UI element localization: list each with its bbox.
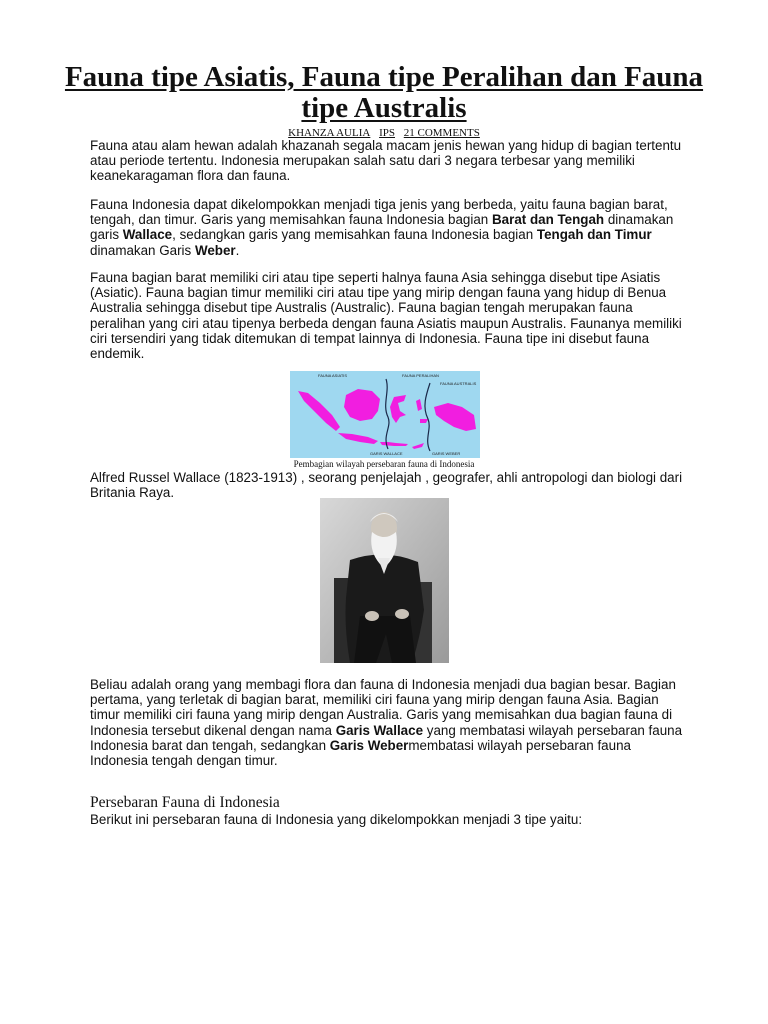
indonesia-fauna-map (290, 371, 480, 458)
section-heading: Persebaran Fauna di Indonesia (90, 794, 280, 811)
bold-text: Garis Weber (329, 737, 409, 753)
text: membatasi wilayah persebaran fauna Indonesia tengah dengan timur. (90, 737, 631, 769)
bold-text: Tengah dan Timur (536, 227, 652, 243)
text: dinamakan Garis (90, 242, 195, 258)
bold-text: Barat dan Tengah (491, 212, 605, 228)
text: Fauna Indonesia dapat dikelompokkan menjadi tiga jenis yang berbeda, yaitu fauna bagian barat, tengah, dan timur. Garis yang memisahkan fauna Indonesia bagian (90, 197, 668, 228)
text: , sedangkan garis yang memisahkan fauna Indonesia bagian (172, 227, 537, 243)
paragraph-groups (90, 197, 690, 258)
label-fauna-australis: FAUNA AUSTRALIS (440, 381, 477, 386)
category-link[interactable]: IPS (379, 127, 395, 139)
text: dinamakan garis (90, 212, 674, 243)
paragraph-wallace-division (90, 677, 690, 768)
wallace-portrait-photo (320, 498, 449, 663)
text: . (235, 242, 240, 258)
comments-link[interactable]: 21 COMMENTS (403, 127, 480, 139)
paragraph-intro: Fauna atau alam hewan adalah khazanah segala macam jenis hewan yang hidup di bagian tertentu atau periode tertentu. Indonesia merupakan salah satu dari 3 negara terbesar yang memiliki keanekaragaman flora dan fauna. (90, 138, 682, 184)
label-garis-weber: GARIS WEBER (432, 451, 461, 456)
label-fauna-asiatis: FAUNA ASIATIS (318, 373, 348, 378)
label-fauna-peralihan: FAUNA PERALIHAN (402, 373, 439, 378)
author-link[interactable]: KHANZA AULIA (288, 127, 371, 139)
label-garis-wallace: GARIS WALLACE (370, 451, 403, 456)
bold-text: Garis Wallace (335, 722, 424, 738)
text: Beliau adalah orang yang membagi flora dan fauna di Indonesia menjadi dua bagian besar. Bagian pertama, yang terletak di bagian barat, memiliki ciri fauna yang mirip dengan fauna Asia. Bagian timur memiliki ciri fauna yang mirip dengan Australia. Garis yang memisahkan dua bagian fauna di Indonesia tersebut dikenal dengan nama (90, 677, 676, 738)
bold-text: Wallace (122, 227, 173, 243)
bold-text: Weber (194, 242, 236, 258)
paragraph-wallace-bio: Alfred Russel Wallace (1823-1913) , seorang penjelajah , geografer, ahli antropologi dan biologi dari Britania Raya. (90, 470, 683, 501)
page-title: Fauna tipe Asiatis, Fauna tipe Peralihan dan Fauna tipe Australis (64, 61, 704, 124)
text: yang membatasi wilayah persebaran fauna Indonesia barat dan tengah, sedangkan (90, 722, 683, 753)
map-caption: Pembagian wilayah persebaran fauna di Indonesia (293, 459, 475, 469)
paragraph-types: Fauna bagian barat memiliki ciri atau tipe seperti halnya fauna Asia sehingga disebut tipe Asiatis (Asiatic). Fauna bagian timur memiliki ciri atau tipe yang mirip dengan fauna yang hidup di Benua Australia sehingga disebut tipe Australis (Australic). Fauna bagian tengah merupakan fauna peralihan yang ciri atau tipenya berbeda dengan fauna Asiatis maupun Australis. Faunanya memiliki ciri tersendiri yang tidak ditemukan di tempat lainnya di Indonesia. Fauna tipe ini disebut fauna endemik. (90, 270, 682, 362)
paragraph-distribution: Berikut ini persebaran fauna di Indonesia yang dikelompokkan menjadi 3 tipe yaitu: (90, 812, 583, 827)
